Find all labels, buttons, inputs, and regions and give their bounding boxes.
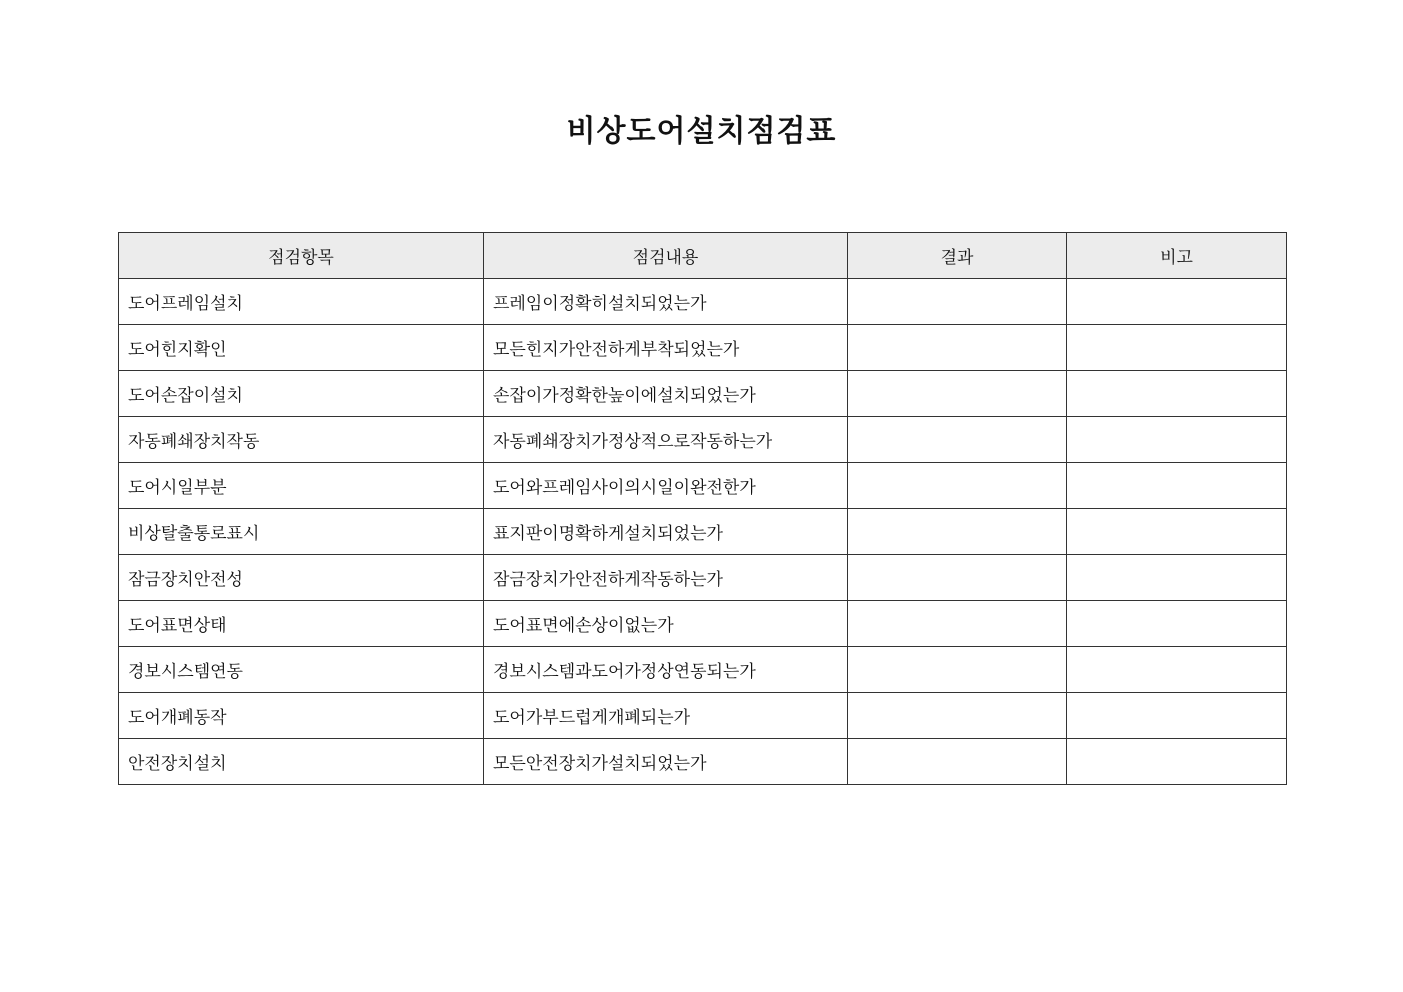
cell-result[interactable] [848, 417, 1067, 463]
table-row [119, 371, 1287, 417]
cell-item: 도어시일부분 [119, 463, 484, 509]
cell-result[interactable] [848, 509, 1067, 555]
cell-note[interactable] [1067, 509, 1287, 555]
cell-note[interactable] [1067, 555, 1287, 601]
cell-item: 안전장치설치 [119, 739, 484, 785]
table-row [119, 325, 1287, 371]
inspection-table [118, 232, 1287, 785]
cell-note[interactable] [1067, 693, 1287, 739]
cell-content: 표지판이명확하게설치되었는가 [484, 509, 848, 555]
cell-result[interactable] [848, 601, 1067, 647]
table-row [119, 279, 1287, 325]
cell-result[interactable] [848, 371, 1067, 417]
header-remarks: 비고 [1067, 233, 1287, 279]
cell-item: 도어표면상태 [119, 601, 484, 647]
table-header-row [119, 233, 1287, 279]
table-row [119, 647, 1287, 693]
table-row [119, 693, 1287, 739]
cell-content: 경보시스템과도어가정상연동되는가 [484, 647, 848, 693]
cell-item: 잠금장치안전성 [119, 555, 484, 601]
cell-content: 프레임이정확히설치되었는가 [484, 279, 848, 325]
cell-note[interactable] [1067, 601, 1287, 647]
cell-content: 도어표면에손상이없는가 [484, 601, 848, 647]
table-row [119, 739, 1287, 785]
cell-item: 경보시스템연동 [119, 647, 484, 693]
cell-content: 모든힌지가안전하게부착되었는가 [484, 325, 848, 371]
cell-result[interactable] [848, 739, 1067, 785]
cell-item: 자동폐쇄장치작동 [119, 417, 484, 463]
cell-item: 비상탈출통로표시 [119, 509, 484, 555]
cell-content: 손잡이가정확한높이에설치되었는가 [484, 371, 848, 417]
cell-result[interactable] [848, 555, 1067, 601]
table-row [119, 555, 1287, 601]
cell-item: 도어손잡이설치 [119, 371, 484, 417]
cell-note[interactable] [1067, 371, 1287, 417]
cell-item: 도어프레임설치 [119, 279, 484, 325]
cell-note[interactable] [1067, 279, 1287, 325]
cell-result[interactable] [848, 693, 1067, 739]
cell-result[interactable] [848, 279, 1067, 325]
cell-note[interactable] [1067, 417, 1287, 463]
header-inspection-item: 점검항목 [119, 233, 484, 279]
cell-note[interactable] [1067, 647, 1287, 693]
cell-content: 자동폐쇄장치가정상적으로작동하는가 [484, 417, 848, 463]
cell-item: 도어개폐동작 [119, 693, 484, 739]
cell-content: 도어와프레임사이의시일이완전한가 [484, 463, 848, 509]
cell-note[interactable] [1067, 463, 1287, 509]
cell-content: 도어가부드럽게개폐되는가 [484, 693, 848, 739]
table-row [119, 509, 1287, 555]
cell-result[interactable] [848, 325, 1067, 371]
cell-content: 모든안전장치가설치되었는가 [484, 739, 848, 785]
cell-result[interactable] [848, 647, 1067, 693]
table-row [119, 417, 1287, 463]
cell-note[interactable] [1067, 739, 1287, 785]
header-result: 결과 [848, 233, 1067, 279]
page-title: 비상도어설치점검표 [566, 114, 837, 149]
table-row [119, 601, 1287, 647]
cell-content: 잠금장치가안전하게작동하는가 [484, 555, 848, 601]
table-row [119, 463, 1287, 509]
cell-item: 도어힌지확인 [119, 325, 484, 371]
header-inspection-content: 점검내용 [484, 233, 848, 279]
cell-note[interactable] [1067, 325, 1287, 371]
cell-result[interactable] [848, 463, 1067, 509]
